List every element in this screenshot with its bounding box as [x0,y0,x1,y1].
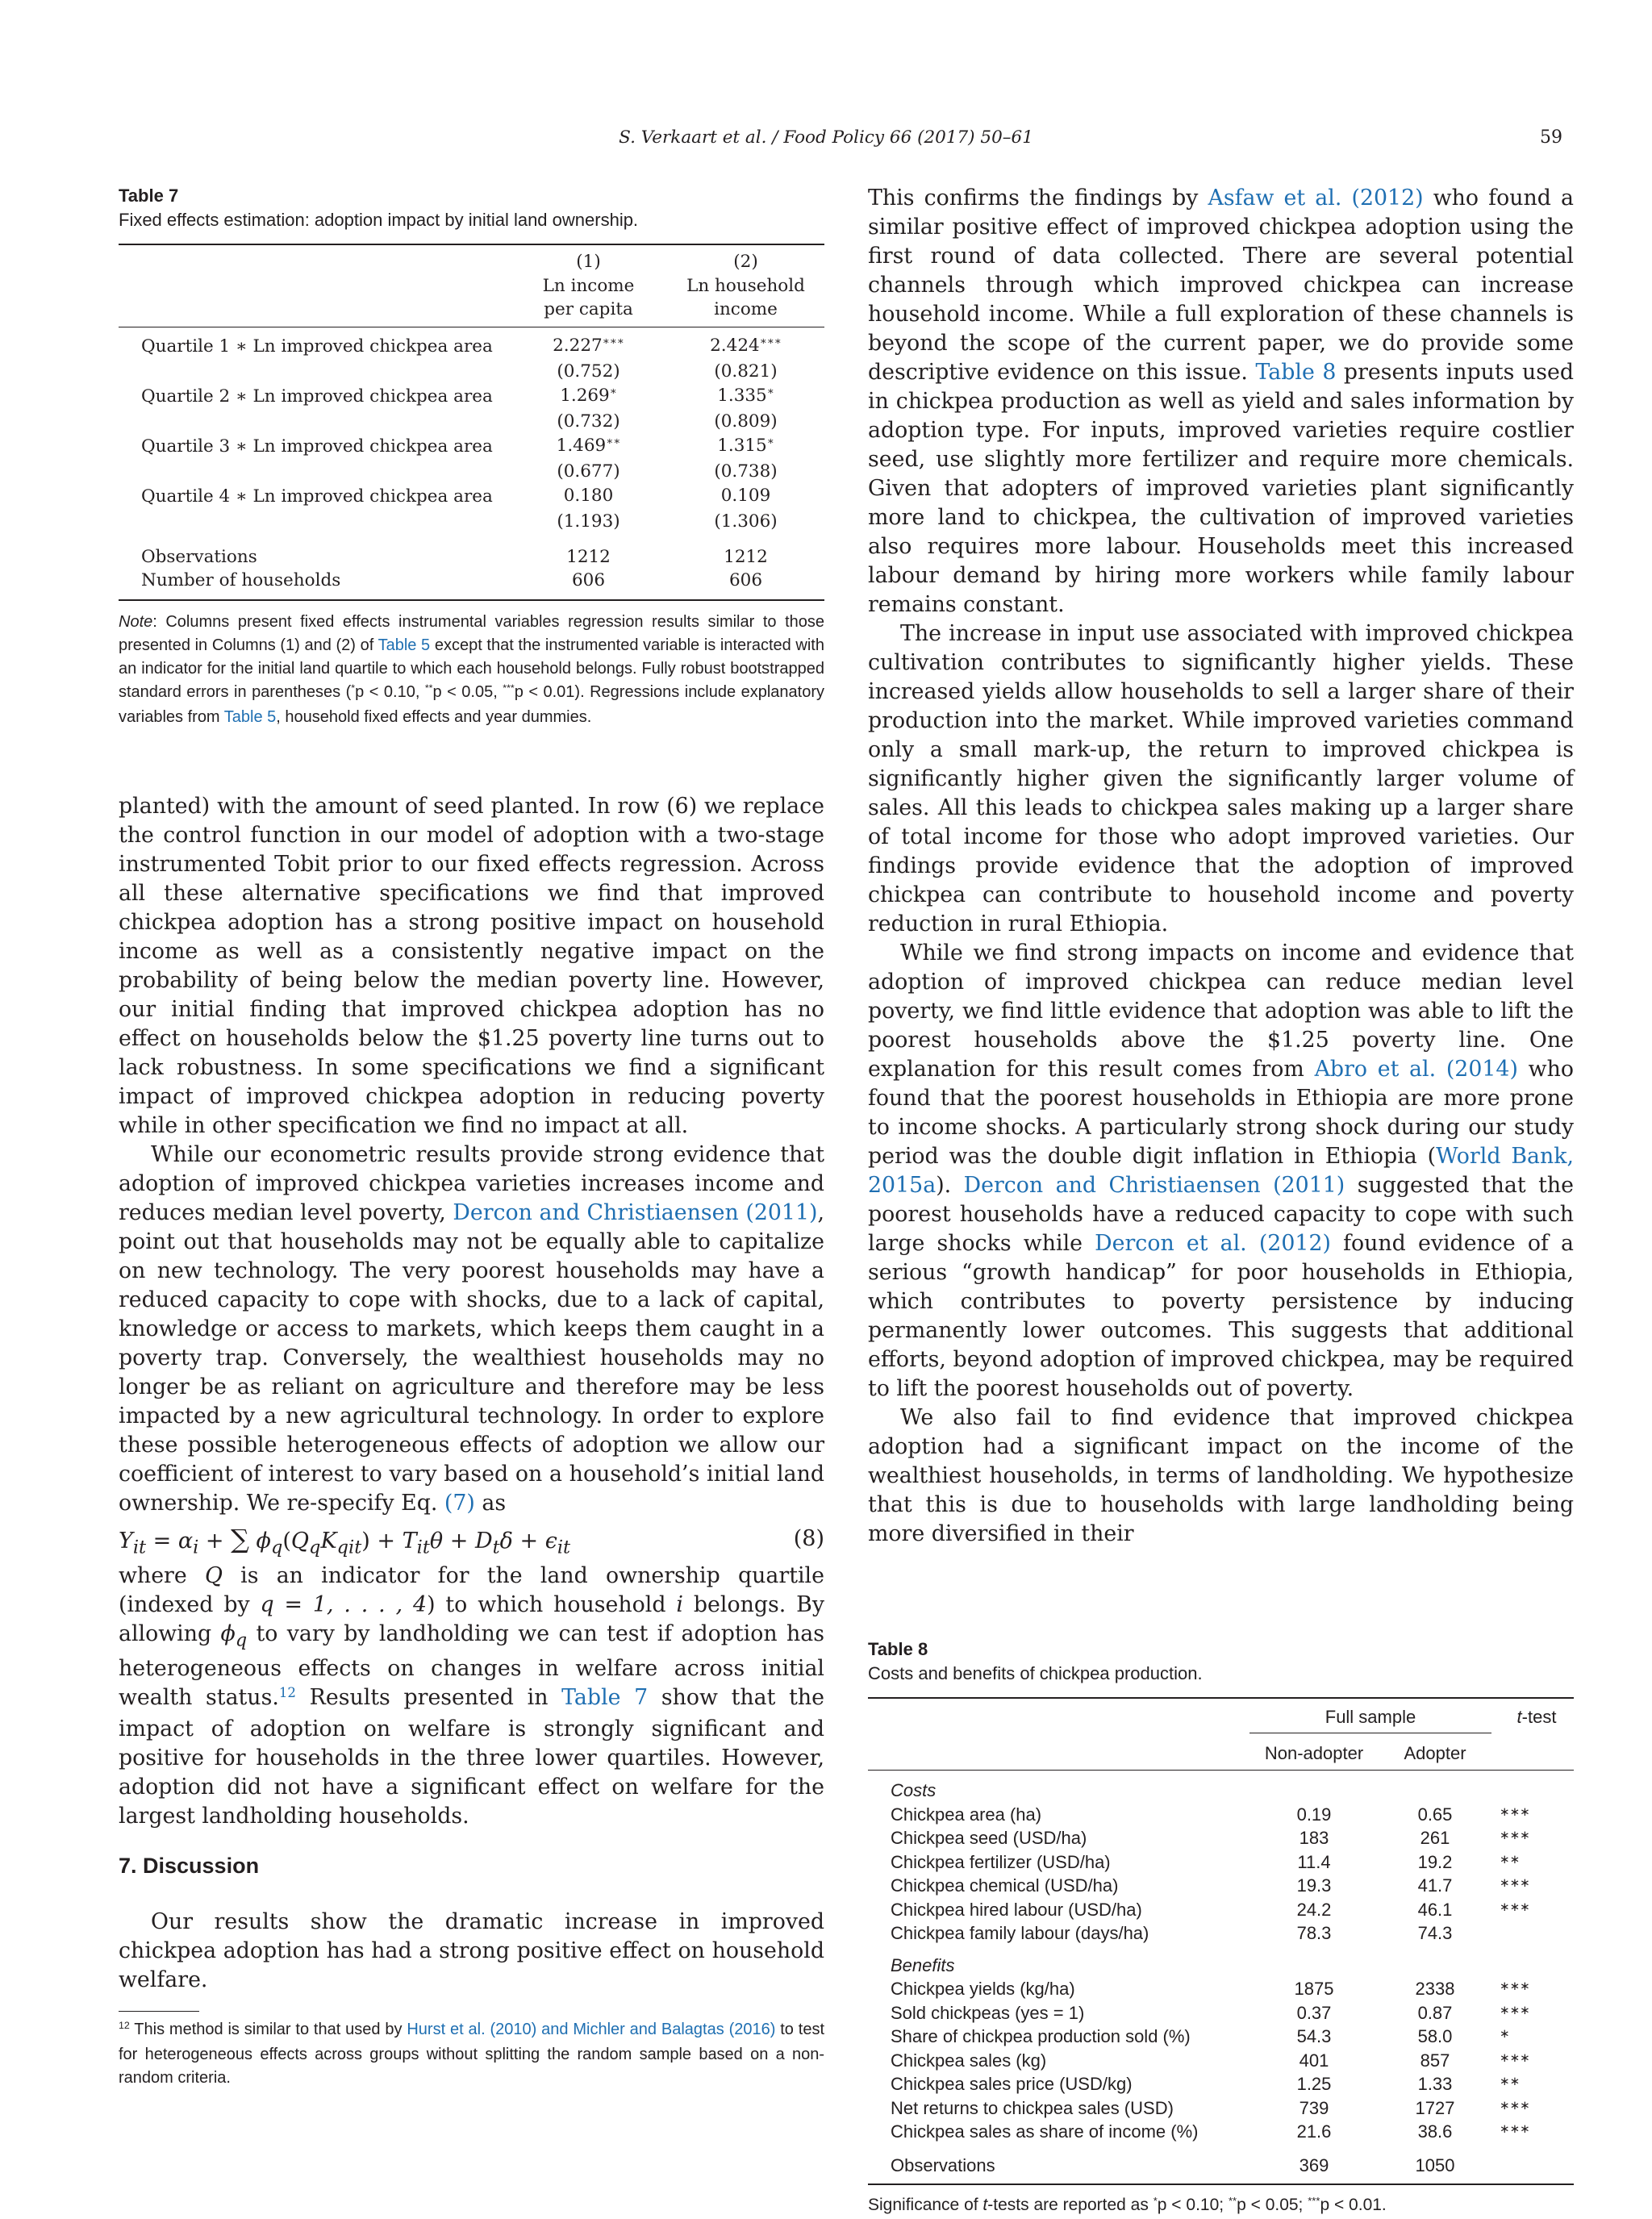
coefficient: 0.109 [720,485,771,506]
households-value: 606 [510,569,667,600]
table-7-grid [119,244,824,601]
row-label: Observations [141,546,257,567]
table-row [868,2120,1574,2144]
paragraph: planted) with the amount of seed planted. In row (6) we replace the control function in our model of adoption with a two-stage instrumented Tobit prior to our fixed effects regression. Across all these alternative specifications we find that improved chickpea adoption has a strong positive impact on household income as well as a consistently negative impact on the probability of being below the median poverty line. However, our initial finding that improved chickpea adoption has no effect on households below the $1.25 poverty line turns out to lack robustness. In some specifications we find a significant impact of improved chickpea adoption in reducing poverty while in other specification we find no impact at all. [119,793,824,1138]
row-label: Chickpea area (ha) [891,1804,1042,1825]
non-adopter-value: 0.19 [1296,1804,1332,1825]
row-label: Quartile 3 ∗ Ln improved chickpea area [141,436,493,457]
table-7-label: Table 7 [119,186,179,206]
non-adopter-value: 24.2 [1296,1899,1332,1920]
significance-stars: ∗∗∗ [1500,1900,1530,1914]
citation-link[interactable]: Abro et al. (2014) [1314,1057,1518,1082]
table-row [868,2001,1574,2025]
table-7-col-head: per capita [510,298,667,327]
significance-stars: ∗∗∗ [1500,2003,1530,2017]
non-adopter-value: 401 [1299,2050,1329,2071]
adopter-value: 857 [1420,2050,1450,2071]
section-heading: 7. Discussion [119,1853,260,1878]
standard-error: (0.732) [557,411,620,432]
table-row [868,1977,1574,2001]
table-8-caption: Costs and benefits of chickpea production. [868,1663,1203,1683]
table-row [868,1874,1574,1898]
row-label: Observations [868,2144,1249,2185]
table-row [868,2144,1574,2185]
table-row [868,1898,1574,1922]
adopter-value: 2338 [1415,1979,1455,1999]
coefficient: 1.315∗ [717,435,774,456]
table-8-grid [868,1697,1574,2185]
table-row [119,410,824,434]
citation-link[interactable]: Asfaw et al. (2012) [1208,186,1424,211]
table-row [119,434,824,461]
row-label: Chickpea seed (USD/ha) [891,1828,1087,1848]
table-8-ttest-head: t-test [1491,1698,1574,1733]
row-label: Share of chickpea production sold (%) [891,2026,1191,2046]
adopter-value: 58.0 [1417,2026,1453,2046]
table-7-col-head: Ln income [542,275,635,296]
table-5-link[interactable]: Table 5 [223,707,277,726]
non-adopter-value: 1.25 [1296,2074,1332,2094]
non-adopter-value: 1875 [1294,1979,1334,1999]
equation-link[interactable]: (7) [444,1490,475,1516]
adopter-value: 1050 [1379,2144,1491,2185]
adopter-value: 1727 [1415,2097,1455,2118]
table-row [868,1921,1574,1946]
table-row [868,2049,1574,2073]
coefficient: 1.469∗∗ [556,435,621,456]
table-8 [868,1637,1574,2219]
row-label: Chickpea sales price (USD/kg) [891,2074,1133,2094]
table-row [868,1850,1574,1875]
table-row [119,460,824,484]
paragraph: Our results show the dramatic increase in improved chickpea adoption has had a strong positive effect on household welfare. [119,1908,824,1992]
observations-value: 1212 [724,546,768,567]
standard-error: (1.306) [714,511,778,532]
significance-stars [1491,1921,1574,1946]
significance-stars: ∗∗∗ [1500,1876,1530,1890]
running-head [0,127,1652,156]
adopter-value: 41.7 [1417,1875,1453,1896]
row-label: Chickpea sales (kg) [891,2050,1047,2071]
row-label: Quartile 1 ∗ Ln improved chickpea area [141,336,493,357]
citation-link[interactable]: Dercon and Christiaensen (2011) [453,1199,818,1225]
table-row [119,510,824,534]
citation-link[interactable]: World Bank, 2015a [868,1144,1575,1198]
table-8-label: Table 8 [868,1639,928,1659]
row-label: Chickpea yields (kg/ha) [891,1979,1075,1999]
footnote-marker[interactable]: 12 [278,1684,296,1700]
journal-citation: S. Verkaart et al. / Food Policy 66 (2017) 50–61 [619,127,1033,148]
table-8-group-head: Full sample [1249,1698,1491,1733]
equation-8 [119,1525,824,1557]
significance-stars: ∗∗ [1500,2075,1521,2088]
row-label: Chickpea family labour (days/ha) [891,1923,1149,1943]
significance-stars: ∗∗∗ [1500,2098,1530,2113]
row-label: Chickpea hired labour (USD/ha) [891,1899,1142,1920]
non-adopter-value: 19.3 [1296,1875,1332,1896]
table-row [119,384,824,411]
standard-error: (0.738) [714,461,778,482]
households-value: 606 [667,569,824,600]
table-row [868,2072,1574,2096]
standard-error: (0.821) [714,361,778,382]
paragraph: We also fail to find evidence that improved chickpea adoption had a significant impact on the income of the wealthiest households, in terms of landholding. We hypothesize that this is due to households with large landholding being more diversified in their [868,1405,1574,1546]
table-row [119,484,824,511]
non-adopter-value: 11.4 [1297,1851,1331,1872]
citation-link[interactable]: Hurst et al. (2010) and Michler and Balagtas (2016) [407,2020,776,2038]
adopter-value: 74.3 [1417,1923,1453,1943]
table-7-caption: Fixed effects estimation: adoption impact by initial land ownership. [119,210,639,230]
table-row [868,2025,1574,2049]
table-7-col-head: income [667,298,824,327]
page-number: 59 [1540,127,1562,148]
paragraph: where Q is an indicator for the land ownership quartile (indexed by q = 1, . . . , 4) to which household i belongs. By allowing $\phi_q$ to vary by landholding we can test if adoption has heterogeneous effects on changes in welfare across initial wealth status.$^{12}$ Results presented in Table 7 show that the impact of adoption on welfare is strongly significant and positive for households in the three lower quartiles. However, adoption did not have a significant effect on welfare for the largest landholding households. [119,1562,825,1829]
table-7-col-number: (2) [667,244,824,274]
table-8-note: Significance of t-tests are reported as *p < 0.10; **p < 0.05; ***p < 0.01. [868,2194,1387,2214]
table-row [868,2096,1574,2121]
standard-error: (0.677) [557,461,620,482]
paragraph: While we find strong impacts on income and evidence that adoption of improved chickpea can reduce median level poverty, we find little evidence that adoption was able to lift the poorest households above the $1.25 poverty line. One explanation for this result comes from Abro et al. (2014) who found that the poorest households in Ethiopia are more prone to income shocks. A particularly strong shock during our study period was the double digit inflation in Ethiopia (World Bank, 2015a). Dercon and Christiaensen (2011) suggested that the poorest households have a reduced capacity to cope with such large shocks while Dercon et al. (2012) found evidence of a serious “growth handicap” for poor households in Ethiopia, which contributes to poverty persistence by inducing permanently lower outcomes. This suggests that additional efforts, beyond adoption of improved chickpea, may be required to lift the poorest households out of poverty. [868,941,1575,1401]
row-label: Chickpea chemical (USD/ha) [891,1875,1119,1896]
footnote-rule [119,2011,199,2012]
table-8-link[interactable]: Table 8 [1255,360,1337,385]
table-8-col-head: Adopter [1379,1733,1491,1771]
significance-stars: ∗∗∗ [1500,1979,1530,1993]
table-row [119,360,824,384]
coefficient: 2.227∗∗∗ [553,335,624,356]
non-adopter-value: 183 [1299,1828,1329,1848]
paragraph: The increase in input use associated with improved chickpea cultivation contributes to significantly higher yields. These increased yields allow households to sell a larger share of their production into the market. While improved varieties command only a small mark-up, the return to improved chickpea is significantly higher given the significantly larger volume of sales. All this leads to chickpea sales making up a larger share of total income for those who adopt improved varieties. Our findings provide evidence that the adoption of improved chickpea can contribute to household income and poverty reduction in rural Ethiopia. [868,621,1574,936]
significance-stars: ∗∗ [1500,1852,1521,1867]
paragraph: While our econometric results provide strong evidence that adoption of improved chickpea varieties increases income and reduces median level poverty, Dercon and Christiaensen (2011), point out that households may not be equally able to capitalize on new technology. The very poorest households may have a reduced capacity to cope with shocks, due to a lack of capital, knowledge or access to markets, which keeps them caught in a poverty trap. Conversely, the wealthiest households may no longer be as reliant on agriculture and therefore may be less impacted by a new agricultural technology. In order to explore these possible heterogeneous effects of adoption we allow our coefficient of interest to vary based on a household’s initial land ownership. We re-specify Eq. (7) as [119,1141,825,1516]
table-row [119,534,824,569]
non-adopter-value: 54.3 [1296,2026,1332,2046]
standard-error: (0.809) [714,411,778,432]
right-column [868,184,1574,2219]
adopter-value: 261 [1420,1828,1450,1848]
significance-stars: ∗∗∗ [1500,2050,1530,2065]
table-section-row [868,1946,1574,1978]
standard-error: (1.193) [557,511,620,532]
adopter-value: 46.1 [1417,1899,1453,1920]
row-label: Chickpea sales as share of income (%) [891,2121,1199,2142]
table-8-col-head: Non-adopter [1249,1733,1379,1771]
equation-body: $Y_{it} = \alpha_i$ + ∑ $\phi_q(Q_qK_{qit}) + T_{it}\theta + D_t\delta + \epsilon_{it}$ [119,1523,571,1558]
non-adopter-value: 369 [1249,2144,1379,2185]
significance-stars: ∗∗∗ [1500,2122,1530,2136]
table-7-note: Note: Columns present fixed effects instrumental variables regression results similar to those presented in Columns (1) and (2) of Table 5 except that the instrumented variable is interacted with an indicator for the initial land quartile to which each household belongs. Fully robust bootstrapped standard errors in parentheses (*p < 0.10, **p < 0.05, ***p < 0.01). Regressions include explanatory variables from Table 5, household fixed effects and year dummies. [119,612,825,726]
table-row [119,569,824,600]
left-column [119,184,824,2090]
paragraph: This confirms the findings by Asfaw et al. (2012) who found a similar positive effect of improved chickpea adoption using the first round of data collected. There are several potential channels through which improved chickpea can increase household income. While a full exploration of these channels is beyond the scope of the current paper, we do provide some descriptive evidence on this issue. Table 8 presents inputs used in chickpea production as well as yield and sales information by adoption type. For inputs, improved varieties require costlier seed, use slightly more fertilizer and require more chemicals. Given that adopters of improved varieties plant significantly more land to chickpea, the cultivation of improved varieties also requires more labour. Households meet this increased labour demand by hiring more workers while family labour remains constant. [868,186,1574,617]
row-label: Net returns to chickpea sales (USD) [891,2097,1174,2118]
table-7-col-number: (1) [510,244,667,274]
observations-value: 1212 [566,546,611,567]
table-7-col-head: Ln household [686,275,805,296]
section-label: Benefits [891,1954,955,1975]
row-label: Sold chickpeas (yes = 1) [891,2002,1085,2023]
row-label: Chickpea fertilizer (USD/ha) [891,1851,1111,1872]
adopter-value: 1.33 [1417,2074,1453,2094]
coefficient: 2.424∗∗∗ [710,335,782,356]
footnote: $^{12}$ This method is similar to that used by Hurst et al. (2010) and Michler and Balagtas (2016) to test for heterogeneous effects across groups without splitting the random sample based on a non-random criteria. [119,2020,825,2087]
significance-stars: ∗∗∗ [1500,1829,1530,1842]
citation-link[interactable]: Dercon et al. (2012) [1095,1231,1331,1256]
adopter-value: 38.6 [1417,2121,1453,2142]
adopter-value: 19.2 [1417,1851,1453,1872]
adopter-value: 0.87 [1417,2002,1453,2023]
row-label: Quartile 4 ∗ Ln improved chickpea area [141,486,493,507]
adopter-value: 0.65 [1417,1804,1453,1825]
coefficient: 1.335∗ [717,385,774,406]
table-section-row [868,1771,1574,1803]
row-label: Quartile 2 ∗ Ln improved chickpea area [141,386,493,407]
non-adopter-value: 739 [1299,2097,1329,2118]
citation-link[interactable]: Dercon and Christiaensen (2011) [963,1173,1345,1198]
table-row [868,1803,1574,1827]
table-row [119,327,824,360]
non-adopter-value: 21.6 [1296,2121,1332,2142]
non-adopter-value: 78.3 [1296,1923,1332,1943]
coefficient: 1.269∗ [560,385,617,406]
significance-stars: ∗ [1500,2027,1510,2041]
significance-stars: ∗∗∗ [1500,1804,1530,1819]
row-label: Number of households [119,569,510,600]
table-row [868,1826,1574,1850]
table-7 [119,184,824,729]
equation-number: (8) [793,1525,824,1551]
table-7-link[interactable]: Table 7 [561,1684,649,1710]
section-label: Costs [891,1780,937,1800]
non-adopter-value: 0.37 [1296,2002,1332,2023]
standard-error: (0.752) [557,361,620,382]
coefficient: 0.180 [563,485,614,506]
table-5-link[interactable]: Table 5 [378,636,431,654]
